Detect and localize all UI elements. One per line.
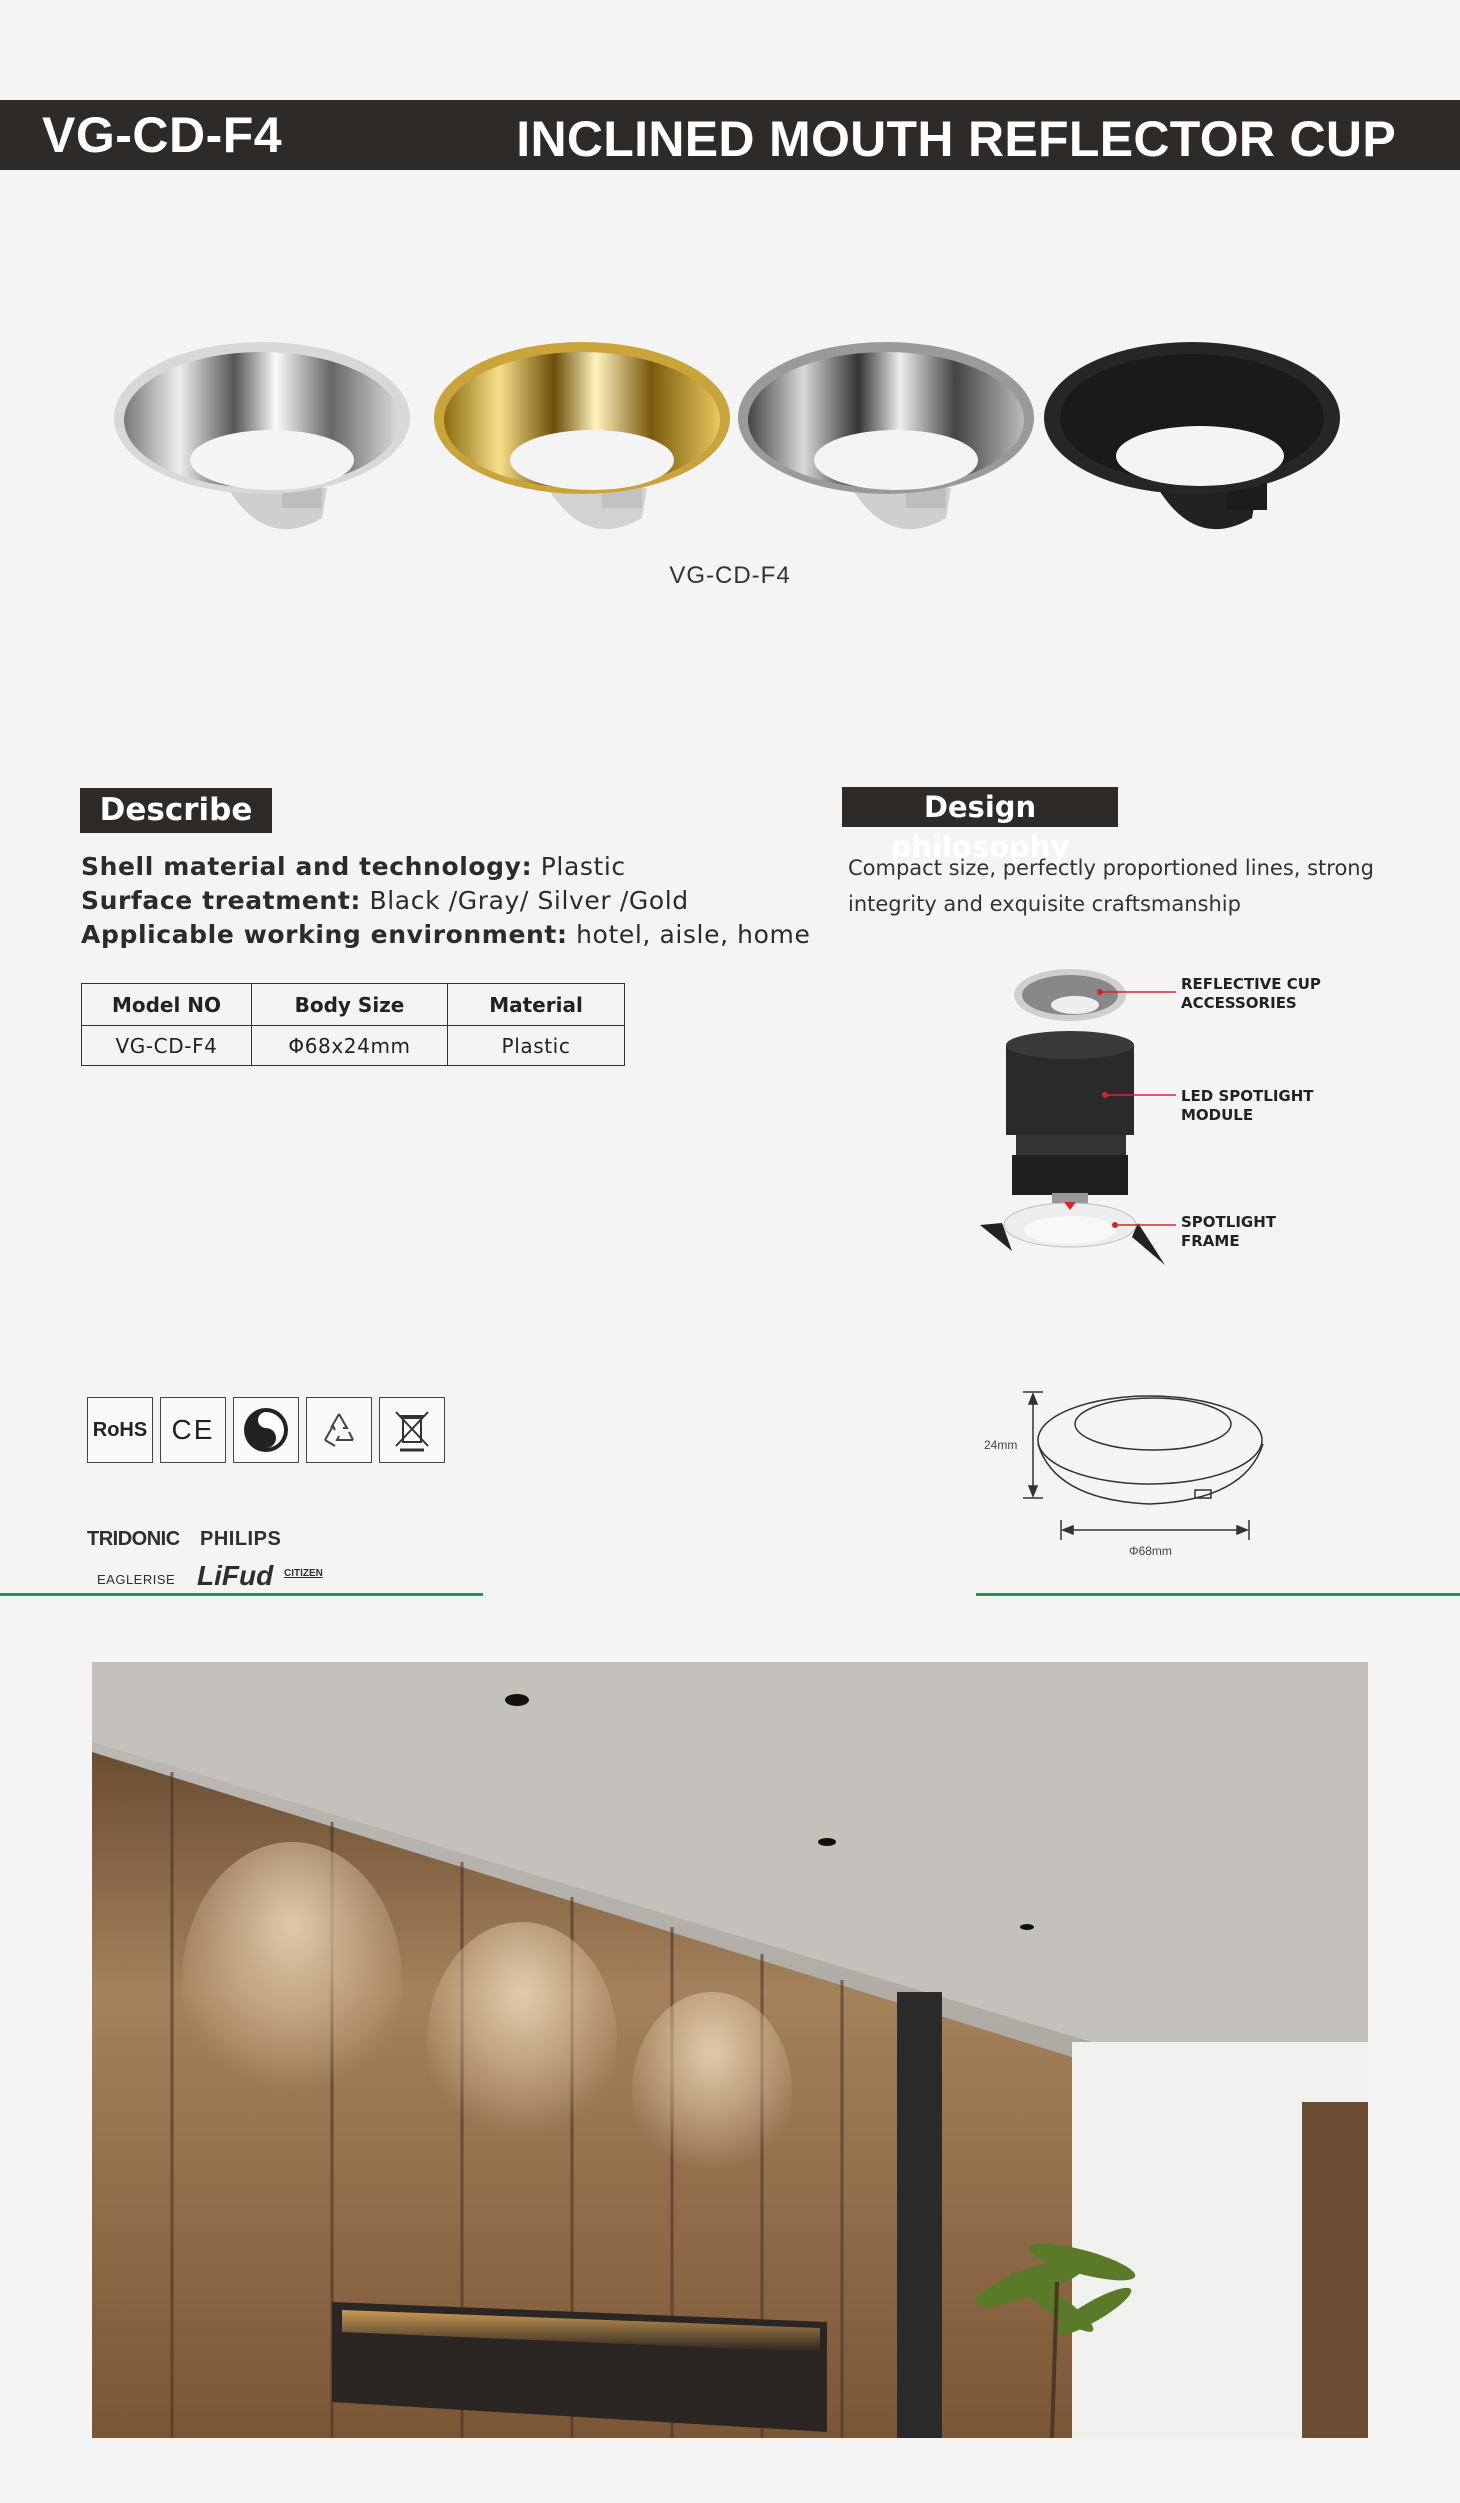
product-caption: VG-CD-F4: [669, 562, 791, 589]
rohs-text: RoHS: [92, 1418, 148, 1441]
rohs-icon: [87, 1397, 153, 1463]
gold-reflector-cup: [432, 328, 732, 558]
header-band: [0, 100, 1460, 170]
dimension-graphic: [975, 1380, 1275, 1565]
surface-label: Surface treatment:: [81, 886, 361, 915]
gray-reflector-cup: [736, 328, 1036, 558]
product-variants: [0, 300, 1460, 560]
spec-table: [81, 983, 625, 1066]
label-reflective-cup-line2: ACCESSORIES: [1181, 994, 1297, 1012]
room-scene-image: [92, 1662, 1368, 2438]
spec-row: [82, 1026, 625, 1066]
material-label: Shell material and technology:: [81, 852, 533, 881]
design-heading: Design philosophy: [842, 787, 1118, 827]
brand-tridonic: TRIDONIC: [87, 1528, 180, 1550]
silver-reflector-cup: [112, 328, 412, 558]
divider-left: [0, 1593, 483, 1596]
label-reflective-cup: [1181, 975, 1321, 1013]
label-led-module-line2: MODULE: [1181, 1106, 1254, 1124]
design-text-line2: integrity and exquisite craftsmanship: [848, 892, 1241, 916]
green-dot-icon: [233, 1397, 299, 1463]
weee-bin-icon: [379, 1397, 445, 1463]
brand-lifud: LiFud: [197, 1560, 274, 1591]
spec-cell-model: VG-CD-F4: [82, 1026, 252, 1066]
exploded-assembly-graphic: [980, 955, 1200, 1285]
brand-citizen: CITIZEN: [284, 1568, 323, 1579]
brand-eaglerise: EAGLERISE: [97, 1572, 176, 1587]
environment-value: hotel, aisle, home: [567, 920, 811, 949]
model-number: VG-CD-F4: [42, 107, 283, 163]
ce-icon: [160, 1397, 226, 1463]
dim-diameter-label: Φ68mm: [1129, 1544, 1172, 1558]
label-spotlight-frame: [1181, 1213, 1276, 1251]
black-reflector-cup: [1042, 328, 1342, 558]
ce-text: CE: [171, 1414, 215, 1445]
spec-header-model: Model NO: [82, 984, 252, 1026]
design-text: [848, 850, 1408, 922]
product-title: INCLINED MOUTH REFLECTOR CUP: [516, 111, 1396, 167]
describe-line-material: [81, 850, 810, 884]
describe-line-environment: [81, 918, 810, 952]
surface-value: Black /Gray/ Silver /Gold: [360, 886, 689, 915]
divider-right: [976, 1593, 1460, 1596]
describe-heading: Describe: [80, 788, 272, 833]
label-spotlight-frame-line1: SPOTLIGHT: [1181, 1213, 1277, 1231]
spec-cell-size: Φ68x24mm: [252, 1026, 448, 1066]
spec-cell-material: Plastic: [448, 1026, 625, 1066]
describe-line-surface: [81, 884, 810, 918]
label-spotlight-frame-line2: FRAME: [1181, 1232, 1240, 1250]
dimension-drawing: [975, 1380, 1275, 1565]
spec-header-size: Body Size: [252, 984, 448, 1026]
environment-label: Applicable working environment:: [81, 920, 568, 949]
spec-header-row: [82, 984, 625, 1026]
label-led-module: [1181, 1087, 1314, 1125]
room-illustration: [92, 1662, 1368, 2438]
label-reflective-cup-line1: REFLECTIVE CUP: [1181, 975, 1321, 993]
brand-philips: PHILIPS: [200, 1528, 282, 1550]
dim-height-label: 24mm: [984, 1438, 1018, 1452]
exploded-diagram: [980, 955, 1340, 1285]
spec-header-material: Material: [448, 984, 625, 1026]
label-led-module-line1: LED SPOTLIGHT: [1181, 1087, 1314, 1105]
describe-list: [81, 850, 810, 952]
recycle-icon: [306, 1397, 372, 1463]
material-value: Plastic: [532, 852, 626, 881]
design-text-line1: Compact size, perfectly proportioned lines, strong: [848, 856, 1374, 880]
